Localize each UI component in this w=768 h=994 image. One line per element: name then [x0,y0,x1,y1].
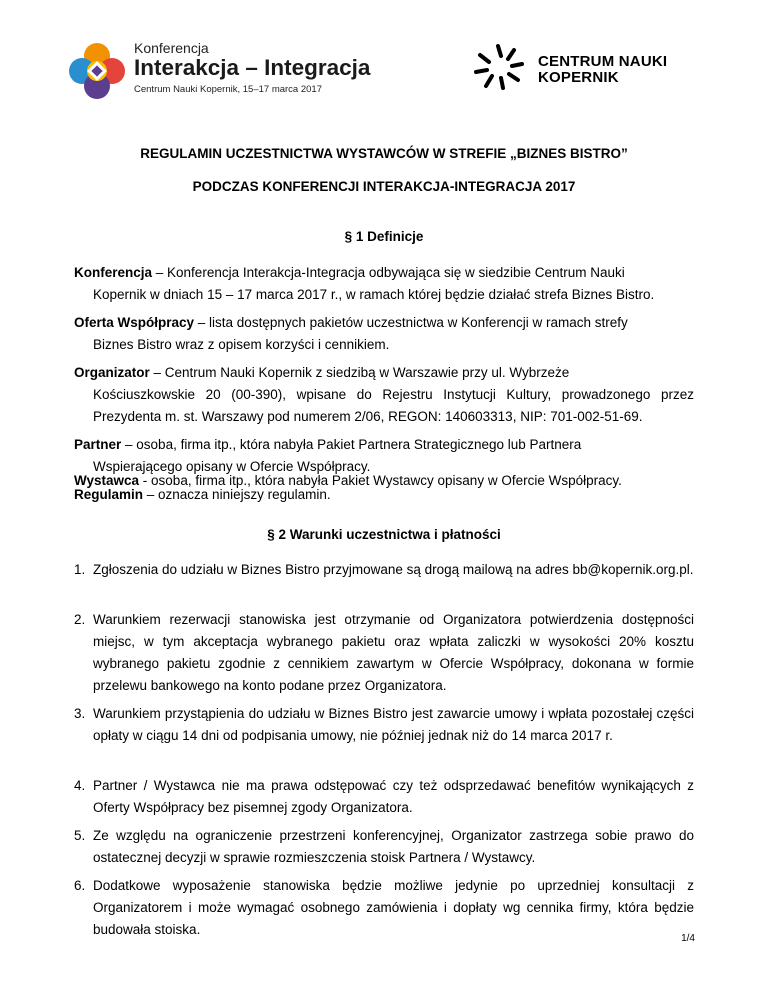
cnk-logo [470,42,700,92]
list-item-text: Ze względu na ograniczenie przestrzeni konferencyjnej, Organizator zastrzega sobie prawo do ostatecznej decyzji w sprawie rozmieszczenia stoisk Partnera / Wystawcy. [93,828,694,865]
definition-text-cont: Kościuszkowskie 20 (00-390), wpisane do Rejestru Instytucji Kultury, prowadzonego przez Prezydenta m. st. Warszawy pod numerem 2/06, REGON: 140603313, NIP: 701-002-51-69. [93,387,694,424]
list-item-number: 4. [74,778,86,793]
conference-logo [68,40,371,100]
definition-text-cont: Kopernik w dniach 15 – 17 marca 2017 r., w ramach której będzie działać strefa Biznes Bistro. [93,287,655,302]
definition-term: Regulamin [74,487,144,502]
list-item-text: Partner / Wystawca nie ma prawa odstępować czy też odsprzedawać benefitów wynikających z Oferty Współpracy bez pisemnej zgody Organizatora. [93,778,694,815]
section-1-heading: § 1 Definicje [344,229,424,244]
definition-term: Organizator [74,365,150,380]
definition-organizator [74,362,694,428]
conference-emblem-icon [68,42,126,100]
list-item [74,703,694,747]
list-item-number: 2. [74,612,86,627]
conference-label: Konferencja [134,40,209,56]
list-item [74,559,694,581]
list-item [74,875,694,941]
definition-text: - osoba, firma itp., która nabyła Pakiet Wystawcy opisany w Ofercie Współpracy. [139,473,622,488]
list-item-number: 5. [74,828,86,843]
definition-text: – Centrum Nauki Kopernik z siedzibą w Warszawie przy ul. Wybrzeże [149,365,570,380]
list-item [74,609,694,697]
conference-name: Interakcja – Integracja [134,55,371,80]
list-item [74,825,694,869]
list-item-text: Dodatkowe wyposażenie stanowiska będzie możliwe jedynie po uprzedniej konsultacji z Organizatorem i może wymagać osobnego zamówienia i dopłaty wg cennika firmy, która będzie budowała stoiska. [93,878,694,937]
list-item-text: Warunkiem rezerwacji stanowiska jest otrzymanie od Organizatora potwierdzenia dostępności miejsc, w tym akceptacja wybranego pakietu oraz wpłata zaliczki w wysokości 20% kosztu wybranego pakietu zgodnie z cennikiem zawartym w Ofercie Współpracy, dokonana w formie przelewu bankowego na konto podane przez Organizatora. [93,612,694,693]
document-title: REGULAMIN UCZESTNICTWA WYSTAWCÓW W STREFIE „BIZNES BISTRO” [140,146,628,161]
definition-oferta [74,312,694,356]
page-number: 1/4 [681,933,695,944]
list-item-text: Zgłoszenia do udziału w Biznes Bistro przyjmowane są drogą mailową na adres bb@kopernik.org.pl. [93,562,694,577]
definition-wystawca [74,470,694,492]
definition-text: – oznacza niniejszy regulamin. [143,487,331,502]
definition-text-cont: Biznes Bistro wraz z opisem korzyści i cennikiem. [93,337,390,352]
list-item-number: 3. [74,706,86,721]
section-2-heading: § 2 Warunki uczestnictwa i płatności [267,527,501,542]
definition-text: – Konferencja Interakcja-Integracja odbywająca się w siedzibie Centrum Nauki [152,265,625,280]
definition-term: Konferencja [74,265,153,280]
definition-text-cont: Wspierającego opisany w Ofercie Współpracy. [93,459,371,474]
list-item-text: Warunkiem przystąpienia do udziału w Biznes Bistro jest zawarcie umowy i wpłata pozostałej części opłaty w ciągu 14 dni od podpisania umowy, nie później jednak niż do 14 marca 2017 r. [93,706,694,743]
cnk-name-line1: CENTRUM NAUKI [538,53,668,70]
list-item [74,775,694,819]
list-item-number: 1. [74,562,86,577]
list-item-number: 6. [74,878,86,893]
definition-term: Wystawca [74,473,140,488]
conference-venue-dates: Centrum Nauki Kopernik, 15–17 marca 2017 [134,84,322,95]
definition-term: Partner [74,437,122,452]
definition-text: – lista dostępnych pakietów uczestnictwa w Konferencji w ramach strefy [194,315,628,330]
definition-konferencja [74,262,694,306]
document-subtitle: PODCZAS KONFERENCJI INTERAKCJA-INTEGRACJA 2017 [192,179,576,194]
cnk-name-line2: KOPERNIK [538,69,619,86]
definition-text: – osoba, firma itp., która nabyła Pakiet Partnera Strategicznego lub Partnera [121,437,582,452]
cnk-burst-icon [470,42,530,92]
definition-term: Oferta Współpracy [74,315,195,330]
